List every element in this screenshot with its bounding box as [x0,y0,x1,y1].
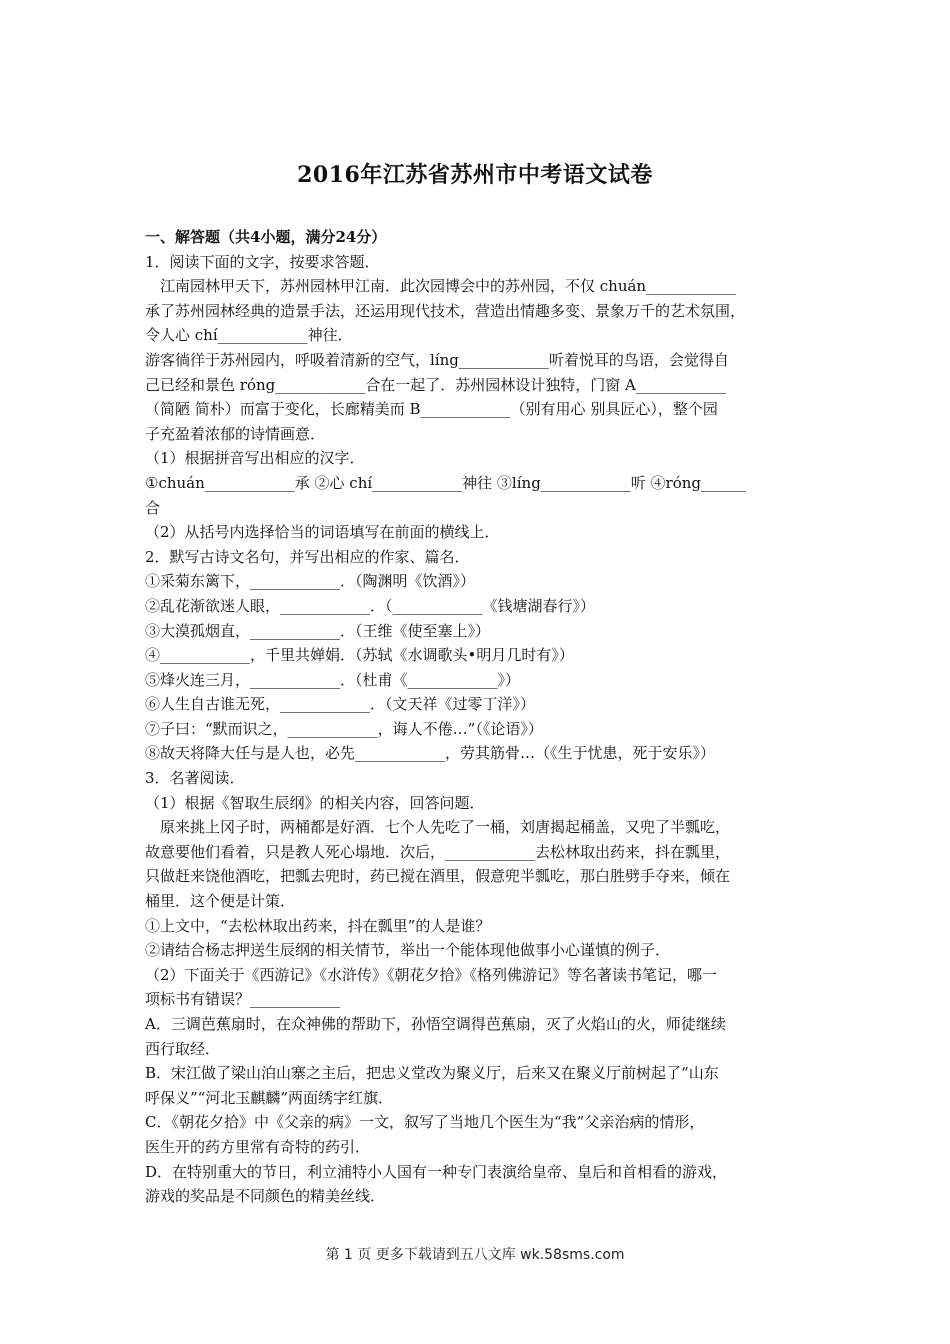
question-3-stem: 3．名著阅读． [145,769,245,788]
option-c: C．《朝花夕拾》中《父亲的病》一文，叙写了当地几个医生为“我”父亲治病的情形， [145,1113,705,1132]
poem-item: ③大漠孤烟直，____________．（王维《使至塞上》） [145,621,491,640]
section-heading: 一、解答题（共4小题，满分24分） [145,228,387,246]
passage-line: 子充盈着浓郁的诗情画意． [145,424,326,443]
passage-line: （简陋 简朴）而富于变化，长廊精美而 B____________（别有用心 别具匠心），整个园 [145,400,718,419]
poem-item: ①采菊东篱下，____________．（陶渊明《饮酒》） [145,572,476,591]
option-b: B．宋江做了梁山泊山寨之主后，把忠义堂改为聚义厅，后来又在聚义厅前树起了“山东 [145,1064,719,1083]
sub-question: （2）下面关于《西游记》《水浒传》《朝花夕拾》《格列佛游记》等名著读书笔记，哪一 [145,965,718,984]
page-title: 2016年江苏省苏州市中考语文试卷 [297,162,653,188]
passage-line: 故意要他们看着，只是教人死心塌地．次后，____________去松林取出药来，抖在瓢里， [145,842,731,861]
passage-line: 己已经和景色 róng____________合在一起了．苏州园林设计独特，门窗 A____________ [145,375,726,394]
passage-line: 江南园林甲天下，苏州园林甲江南．此次园博会中的苏州园，不仅 chuán____________ [160,277,737,296]
sub-question: 项标书有错误？____________ [145,990,341,1009]
answer-blanks-line: ①chuán____________承 ②心 chí____________神往 ③líng____________听 ④róng______ [145,473,747,492]
option-d: D．在特别重大的节日，利立浦特小人国有一种专门表演给皇帝、皇后和首相看的游戏， [145,1162,728,1181]
poem-item: ②乱花渐欲迷人眼，____________．（____________《钱塘湖春行》） [145,596,596,615]
passage-line: 承了苏州园林经典的造景手法，还运用现代技术，营造出情趣多变、景象万千的艺术氛围， [145,301,746,320]
passage-line: 游客徜徉于苏州园内，呼吸着清新的空气，líng____________听着悦耳的鸟语，会觉得自 [145,350,729,369]
poem-item: ⑥人生自古谁无死，____________．（文天祥《过零丁洋》） [145,695,536,714]
sub-question: ②请结合杨志押送生辰纲的相关情节，举出一个能体现他做事小心谨慎的例子． [145,941,671,960]
poem-item: ⑦子曰：“默而识之，____________，诲人不倦…”（《论语》） [145,719,543,738]
question-1-stem: 1．阅读下面的文字，按要求答题． [145,252,380,271]
passage-line: 桶里．这个便是计策． [145,892,296,911]
document-body [145,225,810,1209]
sub-question: （1）根据《智取生辰纲》的相关内容，回答问题． [145,793,485,812]
question-2-stem: 2．默写古诗文名句，并写出相应的作家、篇名． [145,547,470,566]
sub-question: （2）从括号内选择恰当的词语填写在前面的横线上． [145,523,500,542]
sub-question: ①上文中，“去松林取出药来，抖在瓢里”的人是谁？ [145,916,491,935]
page-footer: 第 1 页 更多下载请到五八文库 wk.58sms.com [325,1247,625,1263]
option-a: A．三调芭蕉扇时，在众神佛的帮助下，孙悟空调得芭蕉扇，灭了火焰山的火，师徒继续 [145,1015,726,1033]
option-d: 游戏的奖品是不同颜色的精美丝线． [145,1187,386,1206]
answer-blanks-line: 合 [145,498,161,517]
option-c: 医生开的药方里常有奇特的药引． [145,1137,371,1156]
poem-item: ⑧故天将降大任与是人也，必先____________，劳其筋骨…（《生于忧患，死于安乐》） [145,744,716,763]
poem-item: ⑤烽火连三月，____________．（杜甫《____________》） [145,670,521,689]
passage-line: 令人心 chí____________神往． [145,326,353,345]
poem-item: ④____________，千里共婵娟．（苏轼《水调歌头•明月几时有》） [145,646,574,665]
passage-line: 只做赶来饶他酒吃，把瓢去兜时，药已搅在酒里，假意兜半瓢吃，那白胜劈手夺来，倾在 [145,867,731,886]
option-b: 呼保义”“河北玉麒麟”两面绣字红旗． [145,1088,394,1107]
option-a: 西行取经． [145,1039,221,1058]
passage-line: 原来挑上冈子时，两桶都是好酒．七个人先吃了一桶，刘唐揭起桶盖，又兜了半瓢吃， [160,818,731,837]
sub-question: （1）根据拼音写出相应的汉字． [145,449,365,468]
